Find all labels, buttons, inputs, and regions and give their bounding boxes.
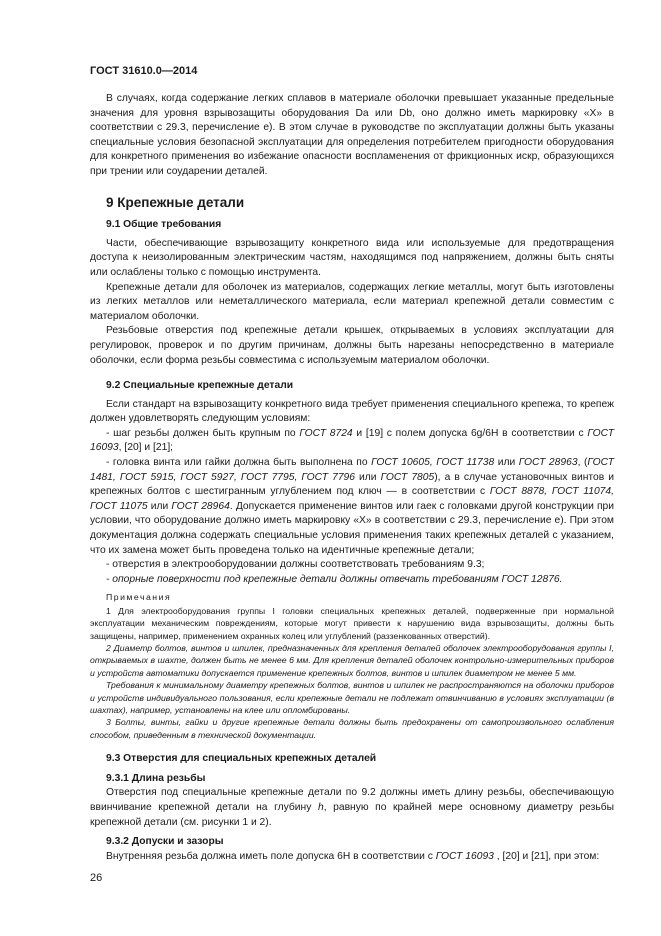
standard-ref: ГОСТ 7805 [380, 471, 435, 483]
note-3: 3 Болты, винты, гайки и другие крепежные детали должны быть предохранены от самопроизвольного ослабления способом, приведенным в технической документации. [90, 717, 614, 740]
paragraph: Отверстия под специальные крепежные детали по 9.2 должны иметь длину резьбы, обеспечивающую ввинчивание крепежной детали на глубину h, равную по крайней мере основному диаметру резьбы крепежной детали (см. рисунки 1 и 2). [90, 787, 615, 828]
section-9-heading: 9 Крепежные детали [106, 194, 245, 210]
document-header: ГОСТ 31610.0—2014 [90, 65, 198, 77]
standard-ref: ГОСТ 28963 [518, 457, 578, 469]
paragraph: Крепежные детали для оболочек из материалов, содержащих легкие металлы, могут быть изготовлены из легких металлов или неметаллического материала, если материал крепежной детали совместим с материалом оболочки. [90, 281, 614, 322]
note-2: 2 Диаметр болтов, винтов и шпилек, предназначенных для крепления деталей оболочек электрооборудования группы I, открываемых в шахте, должен быть не менее 6 мм. Для крепления деталей оболочек контрольно-измерительных приборов и устройств автоматики допускается применение крепежных болтов, винтов и шпилек диаметром не менее 5 мм. [90, 643, 614, 678]
standard-ref: ГОСТ 16093 [435, 850, 494, 862]
section-9-2-heading: 9.2 Специальные крепежные детали [106, 380, 294, 392]
section-9-3-heading: 9.3 Отверстия для специальных крепежных деталей [106, 753, 377, 765]
notes-block [90, 591, 614, 741]
standard-ref: ГОСТ 16093 [90, 427, 614, 454]
list-item: - шаг резьбы должен быть крупным по ГОСТ 8724 и [19] с полем допуска 6g/6H в соответствии с ГОСТ 16093, [20] и [21]; [90, 427, 614, 454]
paragraph: Внутренняя резьба должна иметь поле допуска 6Н в соответствии с ГОСТ 16093 , [20] и [21], при этом: [106, 850, 600, 862]
list-item: - опорные поверхности под крепежные детали должны отвечать требованиям ГОСТ 12876. [106, 573, 563, 585]
notes-title: Примечания [106, 592, 172, 603]
list-item: - головка винта или гайки должна быть выполнена по ГОСТ 10605, ГОСТ 11738 или ГОСТ 28963, (ГОСТ 1481, ГОСТ 5915, ГОСТ 5927, ГОСТ 7795, ГОСТ 7796 или ГОСТ 7805), а в случае установочных винтов и крепежных болтов с шестигранным углублением под ключ — в соответствии с ГОСТ 8878, ГОСТ 11074, ГОСТ 11075 или ГОСТ 28964. Допускается применение винтов или гаек с головками другой конструкции при условии, что оборудование должно иметь маркировку «X» в соответствии с 29.3, перечисление е). При этом документация должна содержать специальные условия применения таких крепежных деталей с указанием, что их замена может быть проведена только на идентичные крепежные детали; [90, 457, 615, 556]
list-item: - отверстия в электрооборудовании должны соответствовать требованиям 9.3; [106, 559, 485, 571]
section-9-1-heading: 9.1 Общие требования [106, 219, 222, 231]
note-2-continued: Требования к минимальному диаметру крепежных болтов, винтов и шпилек не распространяются на оболочки приборов и устройств индивидуального пользования, если крепежные детали не подлежат отвинчиванию в условиях эксплуатации (в шахтах), например, установлены на клее или опломбированы. [90, 680, 614, 716]
section-9-3-2-heading: 9.3.2 Допуски и зазоры [106, 836, 224, 848]
standard-ref: ГОСТ 8878, ГОСТ 11074, ГОСТ 11075 [90, 486, 614, 512]
variable-h: h [317, 802, 324, 814]
note-1: 1 Для электрооборудования группы I головки специальных крепежных деталей, подверженные при нормальной эксплуатации механическим повреждениям, которые могут привести к нарушению вида взрывозащиты, должны быть защищены, например, применением охранных колец или углублений (раззенкованных отверстий). [90, 605, 614, 641]
intro-paragraph: В случаях, когда содержание легких сплавов в материале оболочки превышает указанные предельные значения для уровня взрывозащиты оборудования Da или Db, оно должно иметь маркировку «X» в соответствии с 29.3, перечисление е). В этом случае в руководстве по эксплуатации должны быть указаны специальные условия безопасной эксплуатации для определения потребителем пригодности оборудования для конкретного применения во избежание опасности воспламенения от фрикционных искр, образующихся при трении или соударении деталей. [90, 93, 614, 177]
standard-ref: ГОСТ 10605, ГОСТ 11738 [371, 457, 495, 469]
paragraph: Резьбовые отверстия под крепежные детали крышек, открываемых в условиях эксплуатации для регулировок, проверок и по другим причинам, должны быть нарезаны непосредственно в материале оболочки, если форма резьбы совместима с используемым материалом оболочки. [90, 325, 614, 366]
section-9-3-1-heading: 9.3.1 Длина резьбы [106, 772, 206, 784]
standard-ref: ГОСТ 8724 [299, 427, 353, 439]
paragraph: Если стандарт на взрывозащиту конкретного вида требует применения специального крепежа, то крепеж должен удовлетворять следующим условиям: [90, 398, 614, 425]
paragraph: Части, обеспечивающие взрывозащиту конкретного вида или используемые для предотвращения доступа к неизолированным электрическим частям, находящимся под напряжением, должны быть сняты или ослаблены только с помощью инструмента. [90, 237, 614, 278]
standard-ref: ГОСТ 1481, ГОСТ 5915, ГОСТ 5927, ГОСТ 7795, ГОСТ 7796 [90, 457, 615, 483]
document-body [90, 92, 614, 864]
standard-ref: ГОСТ 28964 [171, 500, 230, 512]
page-number: 26 [90, 872, 103, 884]
